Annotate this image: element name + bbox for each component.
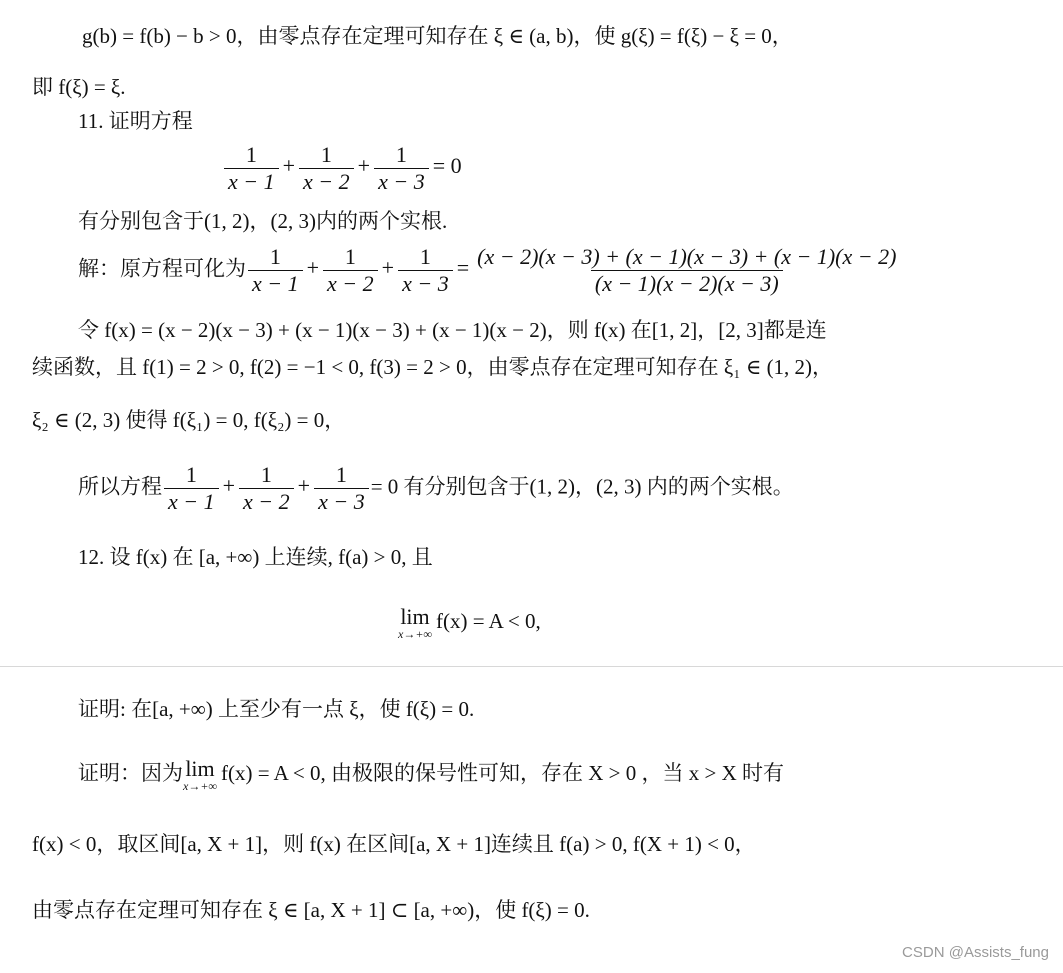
proof-limit-symbol: lim x→+∞ [183, 756, 217, 793]
problem-12-limit: lim x→+∞ f(x) = A < 0, [398, 604, 541, 641]
problem-11-equation: $\frac{1}{x - 1}$ + $\frac{1}{x - 2}$ + $\frac{1}{x - 3}$ = 0 [222, 142, 464, 195]
solution-line-3: 续函数，且 f(1) = 2 > 0, f(2) = −1 < 0, f(3) = 2 > 0，由零点存在定理可知存在 ξ₁ ∈ (1, 2)， [32, 355, 834, 379]
solution-line-2: 令 f(x) = (x − 2)(x − 3) + (x − 1)(x − 3) + (x − 1)(x − 2)，则 f(x) 在[1, 2]，[2, 3]都是连 [78, 318, 827, 342]
limit-symbol: lim x→+∞ [398, 604, 432, 641]
fraction-1: $\frac{1}{x - 1}$ [224, 142, 279, 195]
fraction-2: $\frac{1}{x - 2}$ [299, 142, 354, 195]
problem-11-title: 11. 证明方程 [78, 109, 193, 133]
problem-12-title: 12. 设 f(x) 在 [a, +∞) 上连续, f(a) > 0, 且 [78, 545, 433, 569]
sol-fraction-2: $\frac{1}{x - 2}$ [323, 244, 378, 297]
page-divider [0, 666, 1063, 667]
text-line-1: g(b) = f(b) − b > 0，由零点存在定理可知存在 ξ ∈ (a, b)，使 g(ξ) = f(ξ) − ξ = 0， [82, 24, 793, 48]
solution-equation: 解：原方程可化为 $\frac{1}{x - 1}$ + $\frac{1}{x - 2}$ + $\frac{1}{x - 3}$ = $\frac{(x - 2)(x - 3) + (x - 1)(x - 3) + (x - 1)(x - 2)}{(x - 1)(x - 2)(x - 3)}$ [78, 244, 902, 297]
csdn-watermark: CSDN @Assists_fung [902, 944, 1049, 961]
sol-fraction-3: $\frac{1}{x - 3}$ [398, 244, 453, 297]
concl-fraction-2: $\frac{1}{x - 2}$ [239, 462, 294, 515]
text-line-2: 即 f(ξ) = ξ. [32, 75, 126, 99]
solution-line-4: ξ₂ ∈ (2, 3) 使得 f(ξ₁) = 0, f(ξ₂) = 0， [32, 408, 346, 432]
sol-fraction-1: $\frac{1}{x - 1}$ [248, 244, 303, 297]
sol-combined-fraction: $\frac{(x - 2)(x - 3) + (x - 1)(x - 3) + (x - 1)(x - 2)}{(x - 1)(x - 2)(x - 3)}$ [477, 244, 897, 296]
concl-fraction-1: $\frac{1}{x - 1}$ [164, 462, 219, 515]
proof-line-3: 由零点存在定理可知存在 ξ ∈ [a, X + 1] ⊂ [a, +∞)，使 f(ξ) = 0. [32, 898, 590, 922]
fraction-3: $\frac{1}{x - 3}$ [374, 142, 429, 195]
proof-line-1: 证明：因为 lim x→+∞ f(x) = A < 0, 由极限的保号性可知，存在 X > 0 ，当 x > X 时有 [78, 756, 785, 793]
prove-statement: 证明: 在[a, +∞) 上至少有一点 ξ，使 f(ξ) = 0. [78, 697, 475, 721]
conclusion-line: 所以方程 $\frac{1}{x - 1}$ + $\frac{1}{x - 2}$ + $\frac{1}{x - 3}$ = 0 有分别包含于(1, 2)，(2, 3) 内的两个实根。 [78, 462, 794, 514]
problem-11-statement: 有分别包含于(1, 2)，(2, 3)内的两个实根. [78, 209, 448, 233]
concl-fraction-3: $\frac{1}{x - 3}$ [314, 462, 369, 515]
proof-line-2: f(x) < 0，取区间[a, X + 1]，则 f(x) 在区间[a, X + 1]连续且 f(a) > 0, f(X + 1) < 0， [32, 832, 756, 856]
